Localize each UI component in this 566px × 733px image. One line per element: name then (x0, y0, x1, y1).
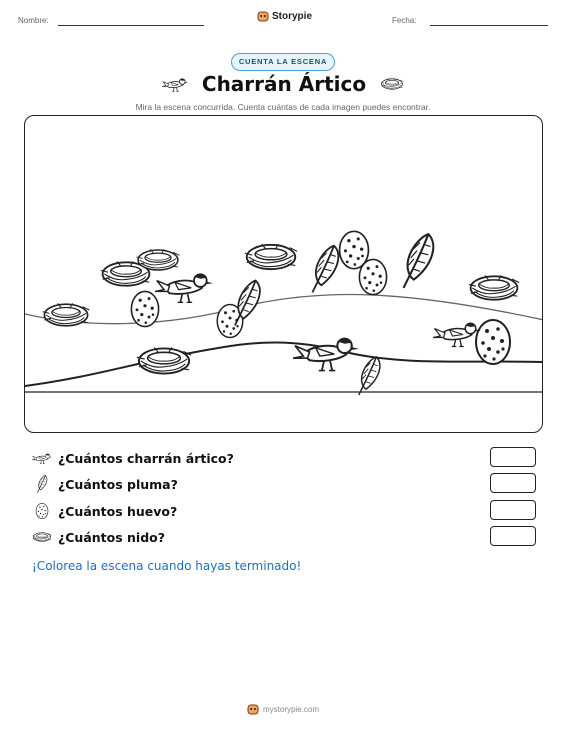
tern-icon (32, 448, 52, 468)
egg-icon (32, 501, 52, 521)
nest-icon (43, 303, 90, 326)
feather-icon (32, 474, 52, 494)
egg-icon (131, 291, 158, 326)
tern-icon (433, 323, 481, 346)
question-row (32, 500, 536, 522)
feather-icon (404, 234, 434, 288)
feather-icon (359, 357, 380, 395)
title-row (0, 72, 566, 96)
brand-logo (257, 10, 312, 22)
nest-icon (137, 347, 191, 373)
name-label: Nombre: (18, 16, 49, 25)
footer-url[interactable]: mystorypie.com (262, 704, 319, 714)
instructions: Mira la escena concurrida. Cuenta cuántas de cada imagen puedes encontrar. (135, 102, 431, 112)
nest-icon (469, 275, 519, 299)
nest-icon (137, 249, 180, 270)
question-row (32, 473, 536, 495)
storypie-logo-icon (257, 10, 269, 22)
hill-line-front (25, 342, 543, 386)
question-row (32, 447, 536, 469)
nest-icon (380, 76, 404, 92)
answer-box[interactable] (490, 473, 536, 493)
coloring-instruction: ¡Colorea la escena cuando hayas terminado! (32, 559, 302, 573)
scene-illustration[interactable] (24, 115, 543, 433)
answer-box[interactable] (490, 500, 536, 520)
question-text: ¿Cuántos pluma? (58, 476, 178, 492)
brand-name: Storypie (272, 10, 313, 22)
answer-box[interactable] (490, 447, 536, 467)
name-line[interactable] (58, 25, 204, 26)
hill-line-back (25, 294, 543, 323)
date-line[interactable] (430, 25, 548, 26)
question-text: ¿Cuántos huevo? (58, 503, 178, 519)
egg-icon (476, 320, 510, 364)
page-title: Charrán Ártico (201, 72, 367, 96)
footer (0, 703, 566, 715)
date-label: Fecha: (392, 16, 417, 25)
answer-box[interactable] (490, 526, 536, 546)
feather-icon (235, 280, 260, 325)
activity-badge: CUENTA LA ESCENA (231, 53, 335, 71)
feather-icon (312, 246, 338, 293)
question-text: ¿Cuántos charrán ártico? (58, 450, 234, 466)
question-text: ¿Cuántos nido? (58, 529, 165, 545)
nest-icon (32, 527, 52, 547)
nest-icon (245, 244, 297, 269)
question-row (32, 526, 536, 548)
storypie-logo-icon (247, 703, 259, 715)
egg-icon (359, 259, 386, 294)
tern-icon (155, 274, 213, 302)
tern-icon (162, 75, 188, 93)
